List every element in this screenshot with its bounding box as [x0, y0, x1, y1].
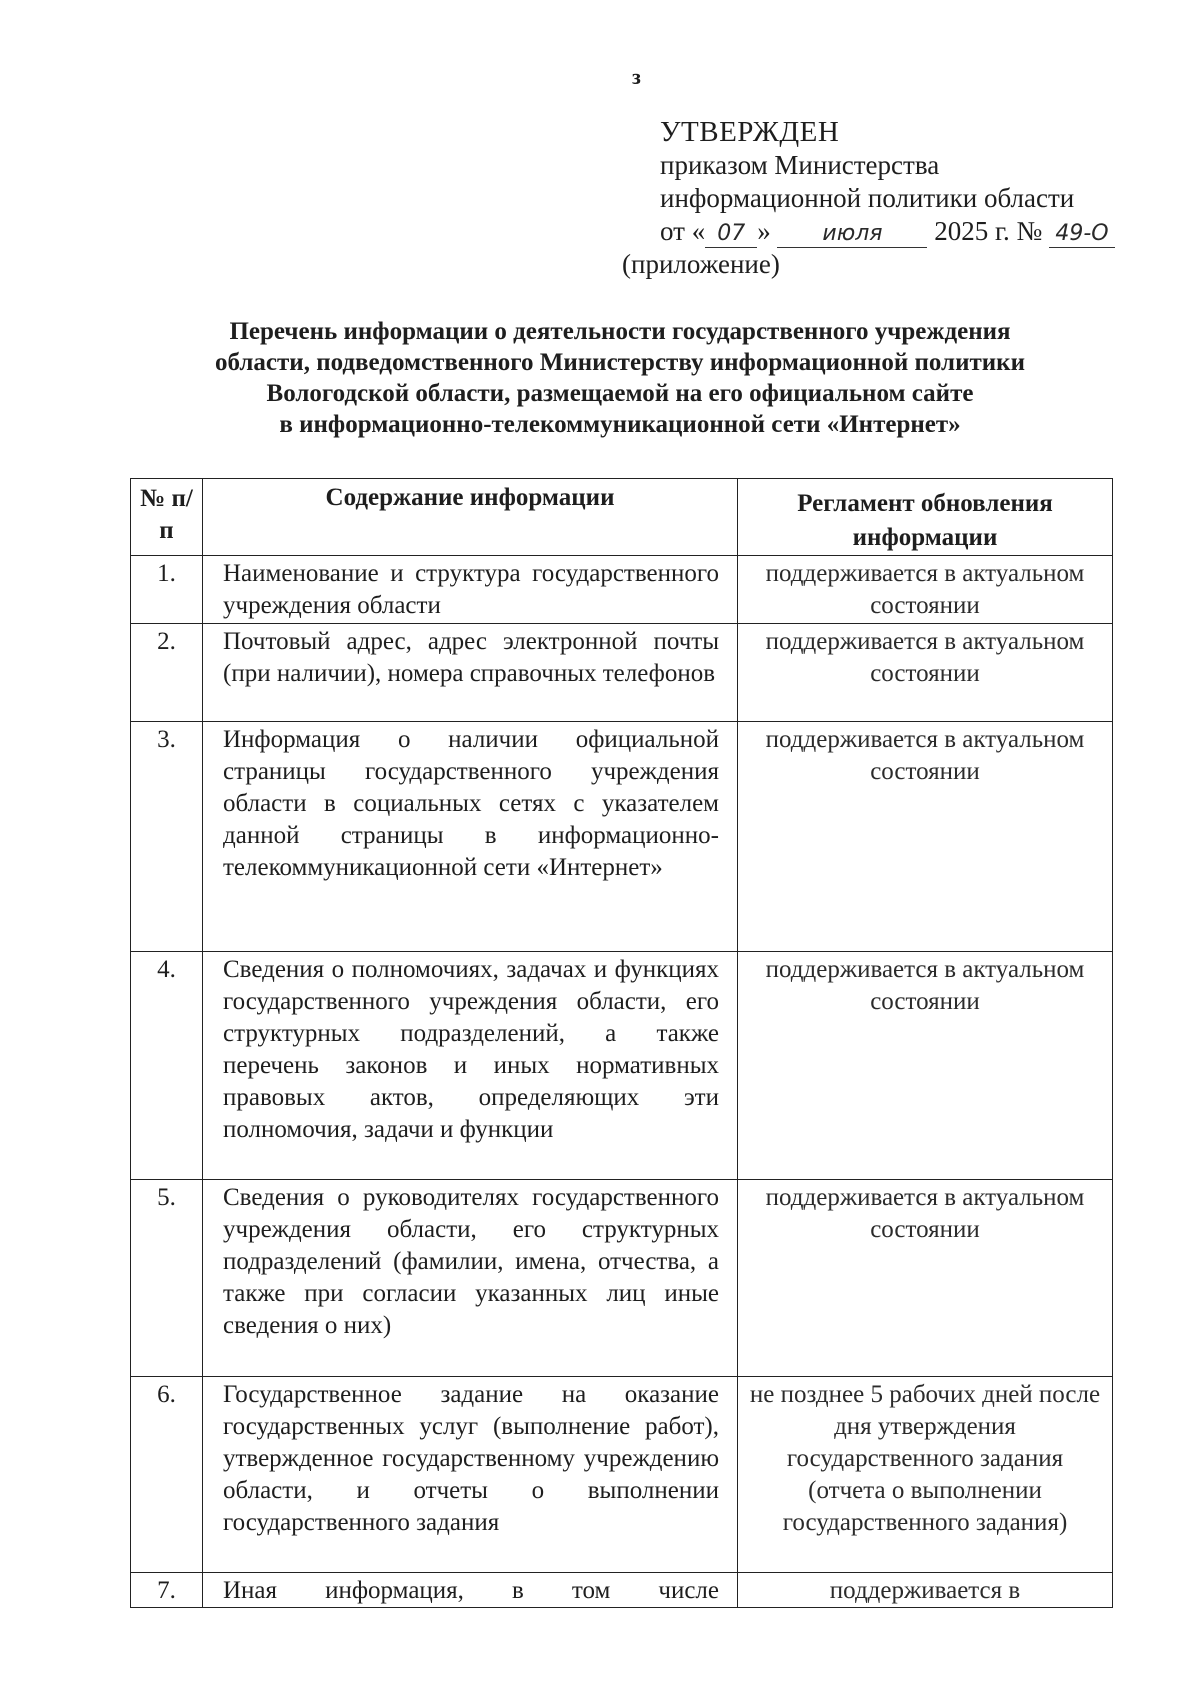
row-num: 3. [131, 722, 203, 952]
row-num: 5. [131, 1180, 203, 1377]
row-num: 6. [131, 1377, 203, 1573]
row-num: 7. [131, 1573, 203, 1608]
row-content: Почтовый адрес, адрес электронной почты (при наличии), номера справочных телефонов [203, 624, 738, 722]
row-num: 2. [131, 624, 203, 722]
row-content: Наименование и структура государственного учреждения области [203, 556, 738, 624]
information-table [130, 478, 1113, 1608]
header-num: № п/п [131, 479, 203, 556]
approval-date-line [660, 215, 1115, 248]
row-regulation: поддерживается в [738, 1573, 1113, 1608]
page-number: з [632, 64, 641, 89]
row-regulation: поддерживается в актуальном состоянии [738, 1180, 1113, 1377]
heading-line-1: Перечень информации о деятельности государственного учреждения [229, 318, 1011, 345]
approval-block [622, 116, 1115, 279]
table-row [131, 1377, 1113, 1573]
table-header-row [131, 479, 1113, 556]
approval-line-2: информационной политики области [660, 183, 1075, 213]
approval-stamp: УТВЕРЖДЕН [660, 116, 840, 148]
order-number: 49-О [1049, 221, 1115, 248]
date-day-close: » [757, 216, 771, 246]
heading-line-2: области, подведомственного Министерству информационной политики [215, 349, 1025, 376]
date-day: 07 [705, 221, 757, 248]
table-row [131, 1573, 1113, 1608]
header-content: Содержание информации [203, 479, 738, 556]
date-month: июля [777, 221, 927, 248]
row-content: Иная информация, в том числе [203, 1573, 738, 1608]
heading-line-3: Вологодской области, размещаемой на его официальном сайте [266, 380, 974, 407]
header-regulation: Регламент обновления информации [738, 479, 1113, 556]
table-row [131, 952, 1113, 1180]
row-content: Сведения о полномочиях, задачах и функциях государственного учреждения области, его структурных подразделений, а также перечень законов и иных нормативных правовых актов, определяющих эти полномочия, задачи и функции [203, 952, 738, 1180]
table-row [131, 556, 1113, 624]
appendix-label: (приложение) [622, 249, 780, 279]
approval-line-1: приказом Министерства [660, 150, 940, 180]
table-row [131, 624, 1113, 722]
row-regulation: поддерживается в актуальном состоянии [738, 556, 1113, 624]
heading-line-4: в информационно-телекоммуникационной сети «Интернет» [279, 411, 961, 438]
row-regulation: поддерживается в актуальном состоянии [738, 952, 1113, 1180]
table-row [131, 1180, 1113, 1377]
row-regulation: поддерживается в актуальном состоянии [738, 722, 1113, 952]
row-num: 1. [131, 556, 203, 624]
row-regulation: поддерживается в актуальном состоянии [738, 624, 1113, 722]
row-content: Государственное задание на оказание государственных услуг (выполнение работ), утвержденное государственному учреждению области, и отчеты о выполнении государственного задания [203, 1377, 738, 1573]
row-content: Сведения о руководителях государственного учреждения области, его структурных подразделений (фамилии, имена, отчества, а также при согласии указанных лиц иные сведения о них) [203, 1180, 738, 1377]
row-num: 4. [131, 952, 203, 1180]
row-regulation: не позднее 5 рабочих дней после дня утверждения государственного задания (отчета о выполнении государственного задания) [738, 1377, 1113, 1573]
date-year: 2025 г. № [934, 216, 1043, 246]
document-heading [130, 316, 1110, 440]
table-row [131, 722, 1113, 952]
row-content: Информация о наличии официальной страницы государственного учреждения области в социальных сетях с указателем данной страницы в информационно-телекоммуникационной сети «Интернет» [203, 722, 738, 952]
date-prefix: от « [660, 216, 706, 246]
